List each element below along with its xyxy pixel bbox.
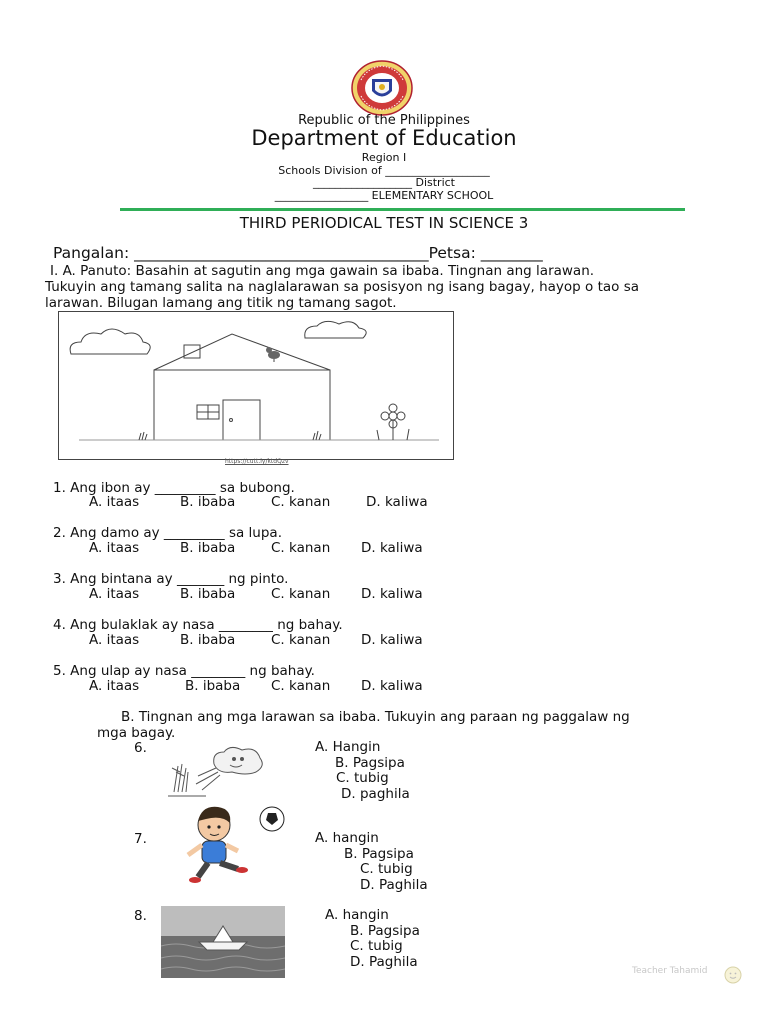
cloud-left [70,329,150,354]
section-b-line-2: mga bagay. [97,725,176,741]
question-2: 2. Ang damo ay _________ sa lupa. [53,525,282,541]
school-line: _________________ ELEMENTARY SCHOOL [274,189,494,202]
item-6-options [315,740,410,802]
paper-boat-picture [161,906,285,978]
house-picture [58,311,454,460]
option-c: C. kanan [271,586,331,602]
region-label: Region I [361,151,407,164]
option-a: A. itaas [89,632,140,648]
house-walls [154,370,330,440]
section-b-instructions [97,709,717,741]
option-a: A. itaas [89,678,140,694]
question-1-options [89,494,428,510]
option-c: C. kanan [271,540,331,556]
question-1: 1. Ang ibon ay _________ sa bubong. [53,480,295,496]
option-a: A. hangin [315,830,379,846]
item-6-number: 6. [134,740,147,756]
question-3-options [89,586,423,602]
cloud-right [305,321,366,338]
district-line: __________________ District [312,176,455,189]
grass-right [313,431,321,440]
option-d: D. Paghila [360,876,428,893]
house-roof [154,334,330,370]
option-a: A. hangin [325,907,389,923]
test-title: THIRD PERIODICAL TEST IN SCIENCE 3 [239,214,529,232]
item-7-options [315,831,428,893]
option-d: D. kaliwa [361,678,423,694]
option-b: B. Pagsipa [350,922,420,939]
option-b: B. ibaba [185,678,241,694]
question-5: 5. Ang ulap ay nasa ________ ng bahay. [53,663,315,679]
option-b: B. ibaba [180,586,236,602]
department-title: Department of Education [251,126,517,150]
item-8-options [325,908,420,970]
option-d: D. kaliwa [366,494,428,510]
item-8-number: 8. [134,908,147,924]
option-c: C. kanan [271,678,331,694]
option-d: D. paghila [341,785,410,802]
grass-left [139,432,147,440]
section-a-instructions [45,263,735,311]
house-door [223,400,260,440]
question-5-options [89,678,423,694]
image-credit-link[interactable]: https://cutt.ly/ktdQzv [225,458,289,465]
option-c: C. tubig [350,938,403,954]
boy-kicking-ball-picture [176,803,288,885]
name-date-line: Pangalan: ______________________________________Petsa: ________ [53,244,543,262]
wind-blowing-picture [166,742,266,804]
section-b-line-1: B. Tingnan ang mga larawan sa ibaba. Tukuyin ang paraan ng paggalaw ng [121,709,630,725]
option-d: D. kaliwa [361,586,423,602]
option-a: A. itaas [89,494,140,510]
flower [389,412,397,420]
question-4-options [89,632,423,648]
option-d: D. kaliwa [361,540,423,556]
option-c: C. kanan [271,632,331,648]
option-d: D. kaliwa [361,632,423,648]
instructions-line-3: larawan. Bilugan lamang ang titik ng tamang sagot. [45,295,397,311]
option-b: B. ibaba [180,632,236,648]
question-2-options [89,540,423,556]
option-b: B. ibaba [180,494,236,510]
instructions-line-2: Tukuyin ang tamang salita na naglalarawan sa posisyon ng isang bagay, hayop o tao sa [45,279,640,295]
item-7-number: 7. [134,831,147,847]
republic-label: Republic of the Philippines [298,113,470,128]
schools-division-line: Schools Division of ___________________ [278,164,490,177]
option-a: A. itaas [89,586,140,602]
deped-seal-logo [347,60,417,116]
option-d: D. Paghila [350,953,418,970]
option-b: B. ibaba [180,540,236,556]
option-c: C. tubig [336,770,389,786]
option-b: B. Pagsipa [344,845,414,862]
option-a: A. itaas [89,540,140,556]
question-3: 3. Ang bintana ay _______ ng pinto. [53,571,289,587]
option-c: C. tubig [360,861,413,877]
instructions-line-1: I. A. Panuto: Basahin at sagutin ang mga gawain sa ibaba. Tingnan ang larawan. [50,263,595,279]
watermark-text: Teacher Tahamid [632,966,708,976]
header-divider [120,208,685,211]
option-b: B. Pagsipa [335,754,405,771]
option-a: A. Hangin [315,739,381,755]
smiley-face-icon [724,966,742,984]
question-4: 4. Ang bulaklak ay nasa ________ ng bahay. [53,617,343,633]
option-c: C. kanan [271,494,331,510]
